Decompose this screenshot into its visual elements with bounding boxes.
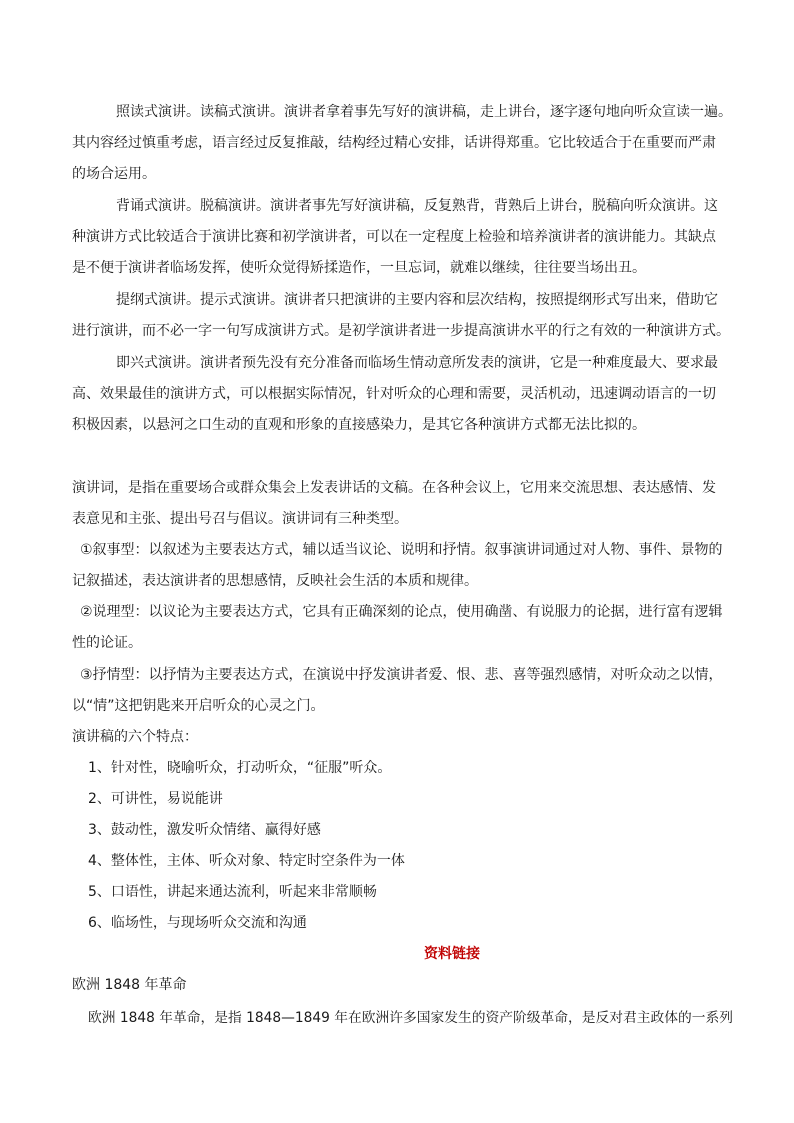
type-reasoning-line-2: 性的论证。	[72, 635, 142, 651]
features-title: 演讲稿的六个特点：	[72, 729, 198, 745]
feature-item-1: 1、针对性，晓喻听众，打动听众，“征服”听众。	[88, 760, 392, 776]
type-lyrical-line-2: 以“情”这把钥匙来开启听众的心灵之门。	[72, 698, 325, 714]
paragraph-impromptu-line-2: 高、效果最佳的演讲方式，可以根据实际情况，针对听众的心理和需要，灵活机动，迅速调动语言的一切	[72, 386, 716, 402]
paragraph-reading-line-1: 照读式演讲。读稿式演讲。演讲者拿着事先写好的演讲稿，走上讲台，逐字逐句地向听众宣读一遍。	[116, 104, 732, 120]
resource-heading: 资料链接	[424, 946, 480, 962]
paragraph-impromptu-line-3: 积极因素，以悬河之口生动的直观和形象的直接感染力，是其它各种演讲方式都无法比拟的。	[72, 417, 646, 433]
paragraph-impromptu-line-1: 即兴式演讲。演讲者预先没有充分准备而临场生情动意所发表的演讲，它是一种难度最大、要求最	[116, 355, 718, 371]
speech-definition-line-1: 演讲词，是指在重要场合或群众集会上发表讲话的文稿。在各种会议上，它用来交流思想、表达感情、发	[72, 480, 716, 496]
paragraph-reading-line-3: 的场合运用。	[72, 166, 156, 182]
speech-definition-line-2: 表意见和主张、提出号召与倡议。演讲词有三种类型。	[72, 511, 408, 527]
resource-text: 欧洲 1848 年革命，是指 1848—1849 年在欧洲许多国家发生的资产阶级革命，是反对君主政体的一系列	[88, 1010, 733, 1026]
feature-item-4: 4、整体性，主体、听众对象、特定时空条件为一体	[88, 853, 405, 869]
paragraph-recite-line-1: 背诵式演讲。脱稿演讲。演讲者事先写好演讲稿，反复熟背，背熟后上讲台，脱稿向听众演讲。这	[116, 198, 718, 214]
paragraph-recite-line-3: 是不便于演讲者临场发挥，使听众觉得矫揉造作，一旦忘词，就难以继续，往往要当场出丑。	[72, 260, 646, 276]
type-lyrical-line-1: ③抒情型：以抒情为主要表达方式，在演说中抒发演讲者爱、恨、悲、喜等强烈感情，对听众动之以情，	[80, 667, 723, 683]
paragraph-outline-line-2: 进行演讲，而不必一字一句写成演讲方式。是初学演讲者进一步提高演讲水平的行之有效的一种演讲方式。	[72, 323, 730, 339]
paragraph-outline-line-1: 提纲式演讲。提示式演讲。演讲者只把演讲的主要内容和层次结构，按照提纲形式写出来，借助它	[116, 292, 718, 308]
type-narrative-line-1: ①叙事型：以叙述为主要表达方式，辅以适当议论、说明和抒情。叙事演讲词通过对人物、事件、景物的	[80, 542, 723, 558]
paragraph-reading-line-2: 其内容经过慎重考虑，语言经过反复推敲，结构经过精心安排，话讲得郑重。它比较适合于在重要而严肃	[72, 135, 716, 151]
feature-item-6: 6、临场性，与现场听众交流和沟通	[88, 915, 307, 931]
feature-item-3: 3、鼓动性，激发听众情绪、赢得好感	[88, 822, 321, 838]
type-narrative-line-2: 记叙描述，表达演讲者的思想感情，反映社会生活的本质和规律。	[72, 573, 478, 589]
type-reasoning-line-1: ②说理型：以议论为主要表达方式，它具有正确深刻的论点，使用确凿、有说服力的论据，进行富有逻辑	[80, 604, 723, 620]
feature-item-5: 5、口语性，讲起来通达流利，听起来非常顺畅	[88, 884, 377, 900]
resource-subtitle: 欧洲 1848 年革命	[72, 977, 187, 993]
feature-item-2: 2、可讲性，易说能讲	[88, 791, 223, 807]
paragraph-recite-line-2: 种演讲方式比较适合于演讲比赛和初学演讲者，可以在一定程度上检验和培养演讲者的演讲能力。其缺点	[72, 229, 716, 245]
